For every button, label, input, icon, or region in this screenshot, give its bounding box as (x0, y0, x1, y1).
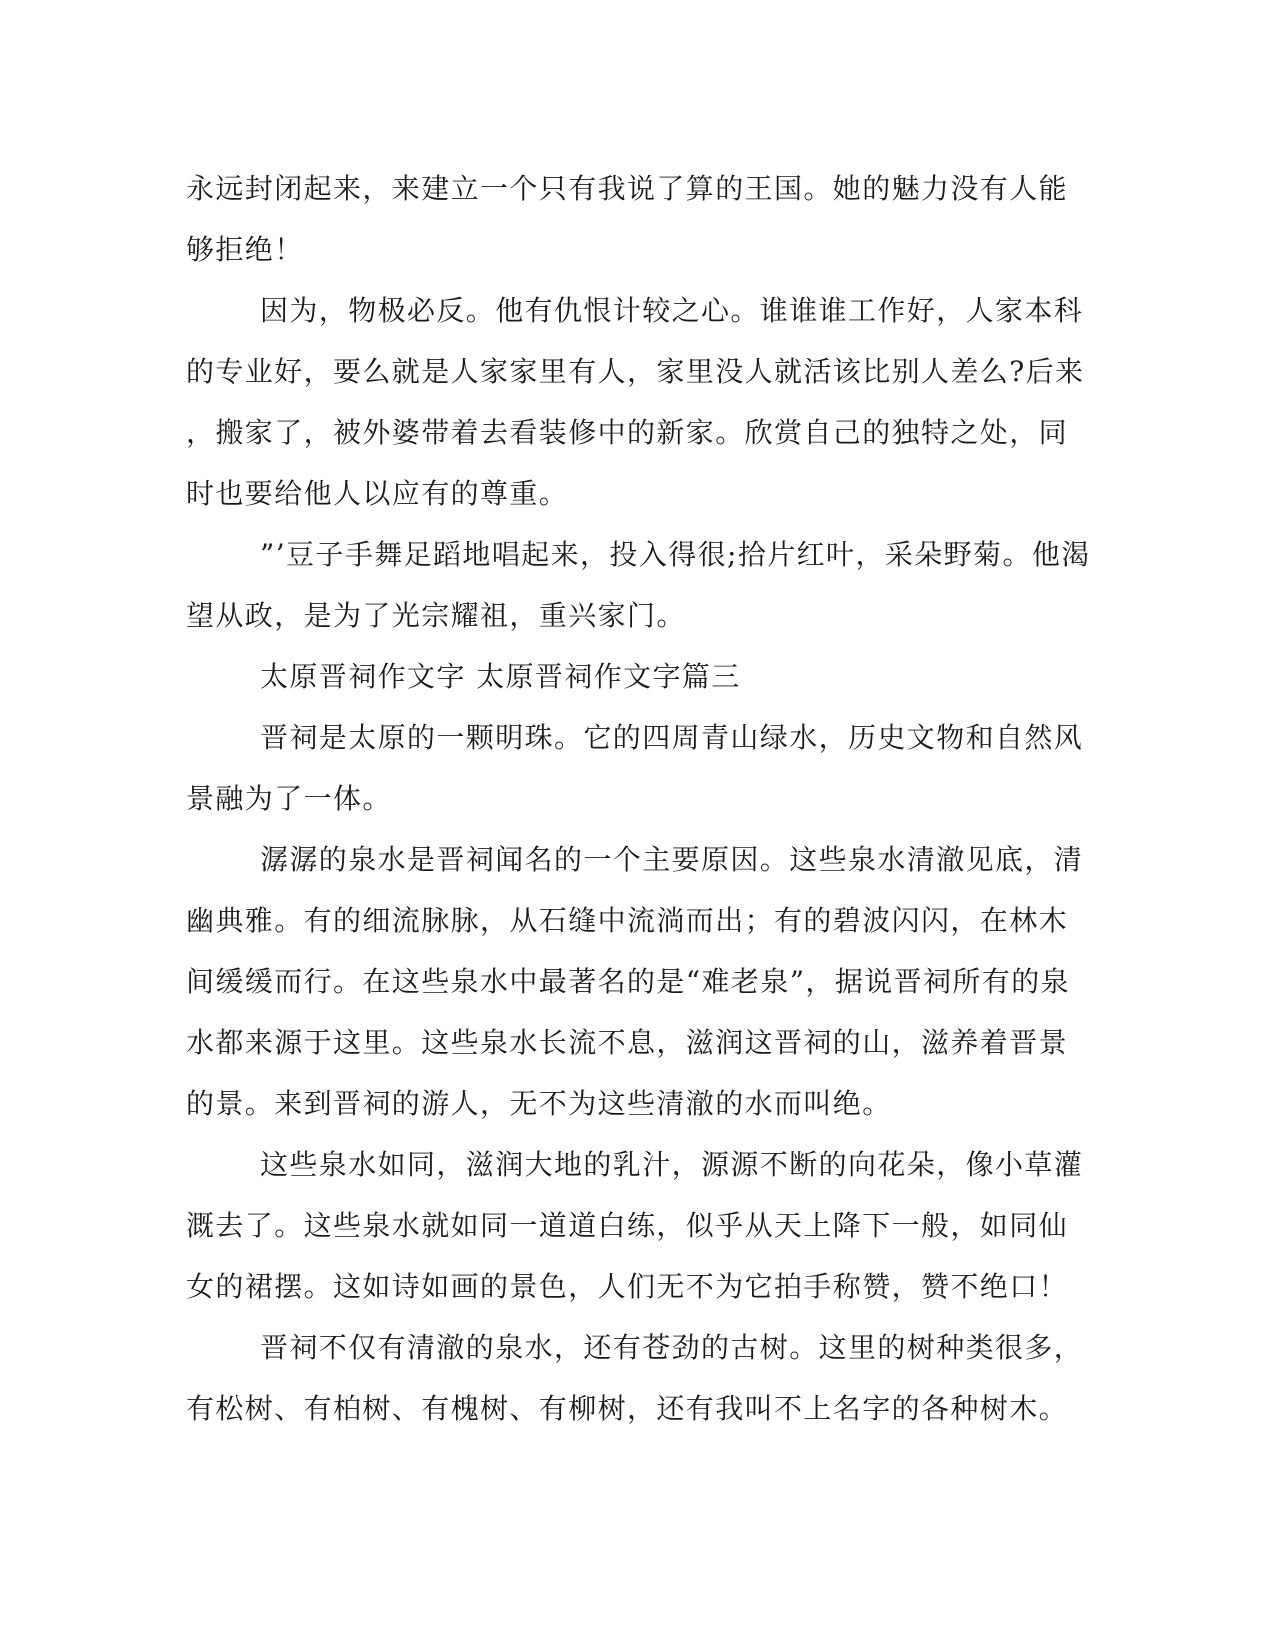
text-line: 幽典雅。有的细流脉脉，从石缝中流淌而出；有的碧波闪闪，在林木 (186, 904, 1069, 937)
text-line: ，搬家了，被外婆带着去看装修中的新家。欣赏自己的独特之处，同 (186, 416, 1069, 449)
section-heading-text: 太原晋祠作文字 太原晋祠作文字篇三 (260, 660, 741, 693)
text-line: 望从政，是为了光宗耀祖，重兴家门。 (186, 599, 686, 632)
text-line: 景融为了一体。 (186, 782, 392, 815)
paragraph-8 (186, 1317, 1084, 1439)
text-line: 潺潺的泉水是晋祠闻名的一个主要原因。这些泉水清澈见底，清 (260, 843, 1084, 876)
text-line: 因为，物极必反。他有仇恨计较之心。谁谁谁工作好，人家本科 (260, 294, 1084, 327)
paragraph-2 (186, 280, 1085, 524)
text-line: 时也要给他人以应有的尊重。 (186, 477, 569, 510)
text-line: 的景。来到晋祠的游人，无不为这些清澈的水而叫绝。 (186, 1087, 892, 1120)
text-line: 永远封闭起来，来建立一个只有我说了算的王国。她的魅力没有人能 (186, 172, 1069, 205)
text-line: 水都来源于这里。这些泉水长流不息，滋润这晋祠的山，滋养着晋景 (186, 1026, 1069, 1059)
text-line: 间缓缓而行。在这些泉水中最著名的是“难老泉”，据说晋祠所有的泉 (186, 965, 1071, 998)
text-line: 晋祠不仅有清澈的泉水，还有苍劲的古树。这里的树种类很多， (260, 1331, 1084, 1364)
text-line: 够拒绝！ (186, 233, 304, 266)
document-body (186, 158, 1091, 1439)
text-line: 的专业好，要么就是人家家里有人，家里没人就活该比别人差么?后来 (186, 355, 1085, 388)
paragraph-5 (186, 707, 1084, 829)
text-line: 晋祠是太原的一颗明珠。它的四周青山绿水，历史文物和自然风 (260, 721, 1084, 754)
text-line: 这些泉水如同，滋润大地的乳汁，源源不断的向花朵，像小草灌 (260, 1148, 1084, 1181)
text-line: 溉去了。这些泉水就如同一道道白练，似乎从天上降下一般，如同仙 (186, 1209, 1069, 1242)
text-line: 有松树、有柏树、有槐树、有柳树，还有我叫不上名字的各种树木。 (186, 1392, 1069, 1425)
paragraph-1 (186, 158, 1069, 280)
paragraph-3 (186, 524, 1091, 646)
section-heading (186, 646, 1066, 707)
text-line: 女的裙摆。这如诗如画的景色，人们无不为它拍手称赞，赞不绝口！ (186, 1270, 1069, 1303)
text-line: ”’豆子手舞足蹈地唱起来，投入得很;拾片红叶，采朵野菊。他渴 (260, 538, 1091, 571)
paragraph-6 (186, 829, 1084, 1134)
paragraph-7 (186, 1134, 1084, 1317)
